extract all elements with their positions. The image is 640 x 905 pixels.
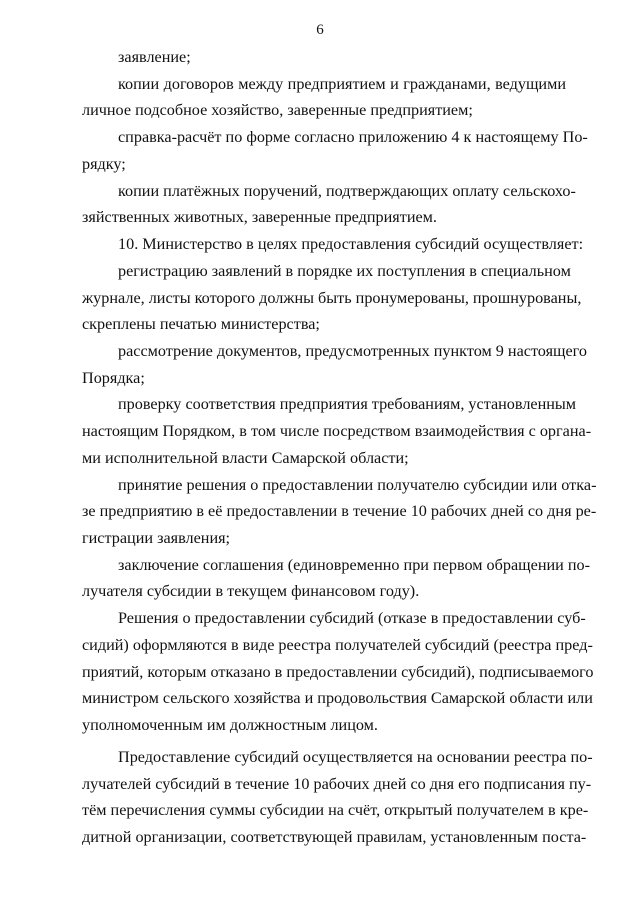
text-line: ми исполнительной власти Самарской области; (82, 449, 409, 467)
text-line: настоящим Порядком, в том числе посредством взаимодействия с органа- (82, 422, 592, 440)
text-line: копии платёжных поручений, подтверждающих оплату сельскохо- (118, 182, 576, 200)
text-line: зяйственных животных, заверенные предприятием. (82, 208, 437, 226)
text-line: Предоставление субсидий осуществляется на основании реестра по- (118, 748, 593, 766)
text-line: приятий, которым отказано в предоставлении субсидий), подписываемого (82, 663, 594, 681)
text-line: скреплены печатью министерства; (82, 315, 320, 333)
text-line: лучателя субсидии в текущем финансовом году). (82, 582, 420, 600)
text-line: министром сельского хозяйства и продовольствия Самарской области или (82, 689, 593, 707)
text-line: 10. Министерство в целях предоставления субсидий осуществляет: (118, 235, 584, 253)
text-line: тём перечисления суммы субсидии на счёт, открытый получателем в кре- (82, 801, 589, 819)
text-line: справка-расчёт по форме согласно приложению 4 к настоящему По- (118, 128, 588, 146)
text-line: Решения о предоставлении субсидий (отказе в предоставлении суб- (118, 609, 586, 627)
text-line: дитной организации, соответствующей правилам, установленным поста- (82, 828, 587, 846)
text-line: гистрации заявления; (82, 529, 231, 547)
text-line: личное подсобное хозяйство, заверенные предприятием; (82, 101, 473, 119)
text-line: рядку; (82, 155, 126, 173)
text-line: проверку соответствия предприятия требованиям, установленным (118, 395, 577, 413)
text-line: уполномоченным им должностным лицом. (82, 716, 378, 734)
text-line: регистрацию заявлений в порядке их поступления в специальном (118, 262, 571, 280)
text-line: заключение соглашения (единовременно при первом обращении по- (118, 556, 590, 574)
text-line: журнале, листы которого должны быть пронумерованы, прошнурованы, (82, 289, 582, 307)
page-number: 6 (316, 22, 324, 38)
text-line: принятие решения о предоставлении получателю субсидии или отка- (118, 476, 597, 494)
text-line: зе предприятию в её предоставлении в течение 10 рабочих дней со дня ре- (82, 502, 597, 520)
text-line: рассмотрение документов, предусмотренных пунктом 9 настоящего (118, 342, 588, 360)
text-line: Порядка; (82, 369, 145, 387)
text-line: заявление; (118, 48, 191, 66)
text-line: лучателей субсидий в течение 10 рабочих дней со дня его подписания пу- (82, 775, 592, 793)
text-line: сидий) оформляются в виде реестра получателей субсидий (реестра пред- (82, 636, 593, 654)
text-line: копии договоров между предприятием и гражданами, ведущими (118, 75, 566, 93)
